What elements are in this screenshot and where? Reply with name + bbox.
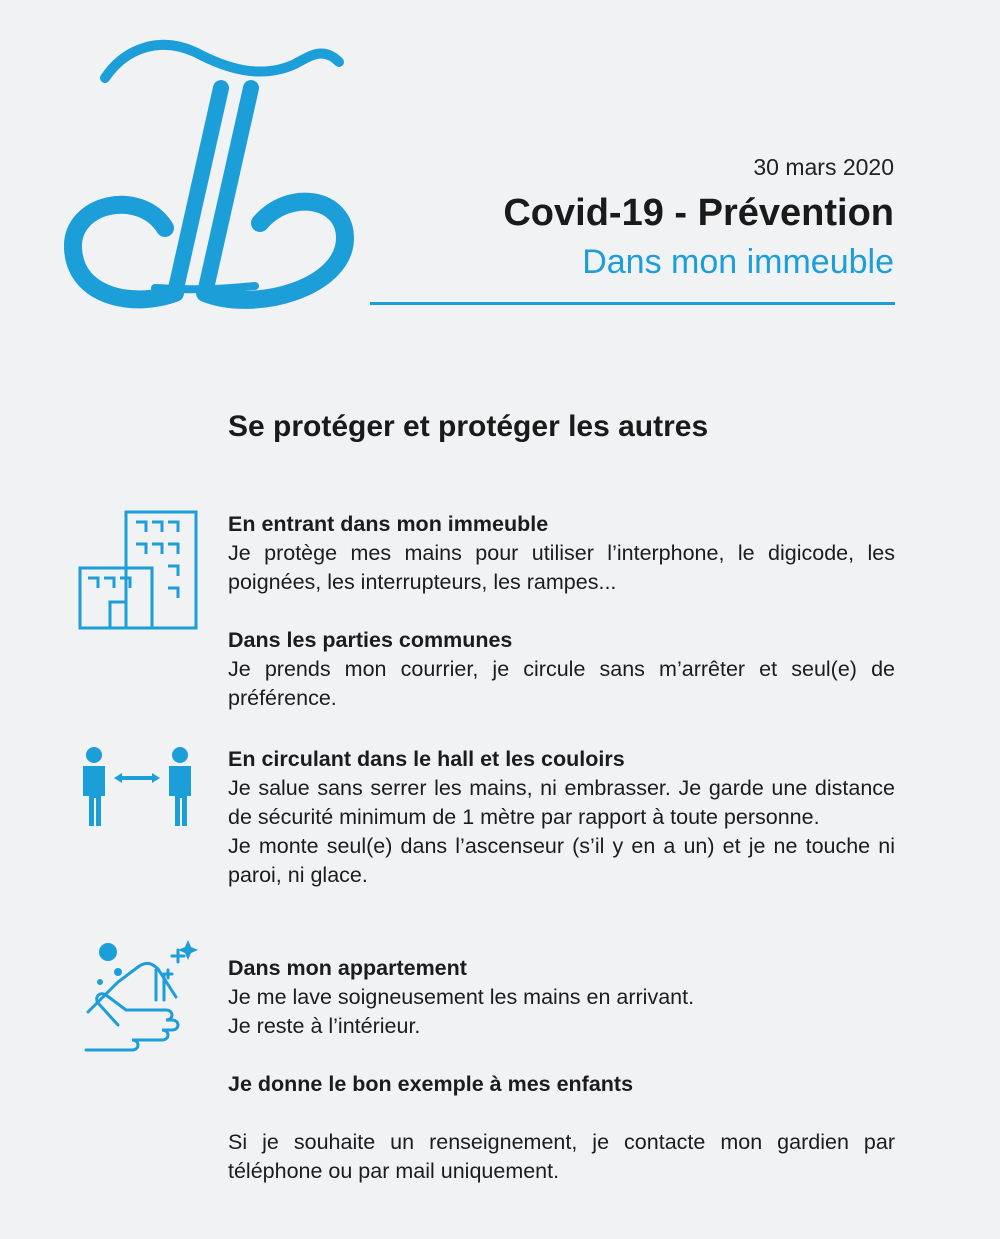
page-subtitle: Dans mon immeuble bbox=[582, 243, 894, 281]
example-text: Je donne le bon exemple à mes enfants bbox=[228, 1072, 634, 1096]
hand-washing-icon bbox=[80, 940, 200, 1056]
item-text: Je monte seul(e) dans l’ascenseur (s’il y en a un) et je ne touche ni paroi, ni glace. bbox=[228, 834, 895, 887]
header-divider bbox=[370, 302, 895, 305]
item-text: Je reste à l’intérieur. bbox=[228, 1014, 421, 1038]
item-heading: En circulant dans le hall et les couloirs bbox=[228, 747, 625, 771]
item-heading: En entrant dans mon immeuble bbox=[228, 512, 549, 536]
section-title: Se protéger et protéger les autres bbox=[228, 410, 709, 443]
item-entering bbox=[228, 510, 895, 597]
item-common-areas bbox=[228, 626, 895, 713]
item-apartment bbox=[228, 954, 895, 1041]
page-title: Covid-19 - Prévention bbox=[503, 192, 894, 234]
item-text: Je me lave soigneusement les mains en arrivant. bbox=[228, 985, 695, 1009]
item-heading: Dans les parties communes bbox=[228, 628, 513, 652]
item-text: Je prends mon courrier, je circule sans m’arrêter et seul(e) de préférence. bbox=[228, 657, 895, 710]
document-date: 30 mars 2020 bbox=[753, 154, 894, 180]
item-hallways bbox=[228, 745, 895, 890]
good-example bbox=[228, 1070, 895, 1099]
building-icon bbox=[78, 510, 200, 632]
item-heading: Dans mon appartement bbox=[228, 956, 467, 980]
item-text: Je protège mes mains pour utiliser l’interphone, le digicode, les poignées, les interrupteurs, les rampes... bbox=[228, 541, 895, 594]
logo-monogram bbox=[55, 38, 355, 313]
social-distance-icon bbox=[80, 746, 194, 828]
contact-info bbox=[228, 1128, 895, 1186]
item-text: Je salue sans serrer les mains, ni embrasser. Je garde une distance de sécurité minimum de 1 mètre par rapport à toute personne. bbox=[228, 776, 895, 829]
header bbox=[503, 152, 894, 284]
contact-text: Si je souhaite un renseignement, je contacte mon gardien par téléphone ou par mail uniquement. bbox=[228, 1130, 895, 1183]
